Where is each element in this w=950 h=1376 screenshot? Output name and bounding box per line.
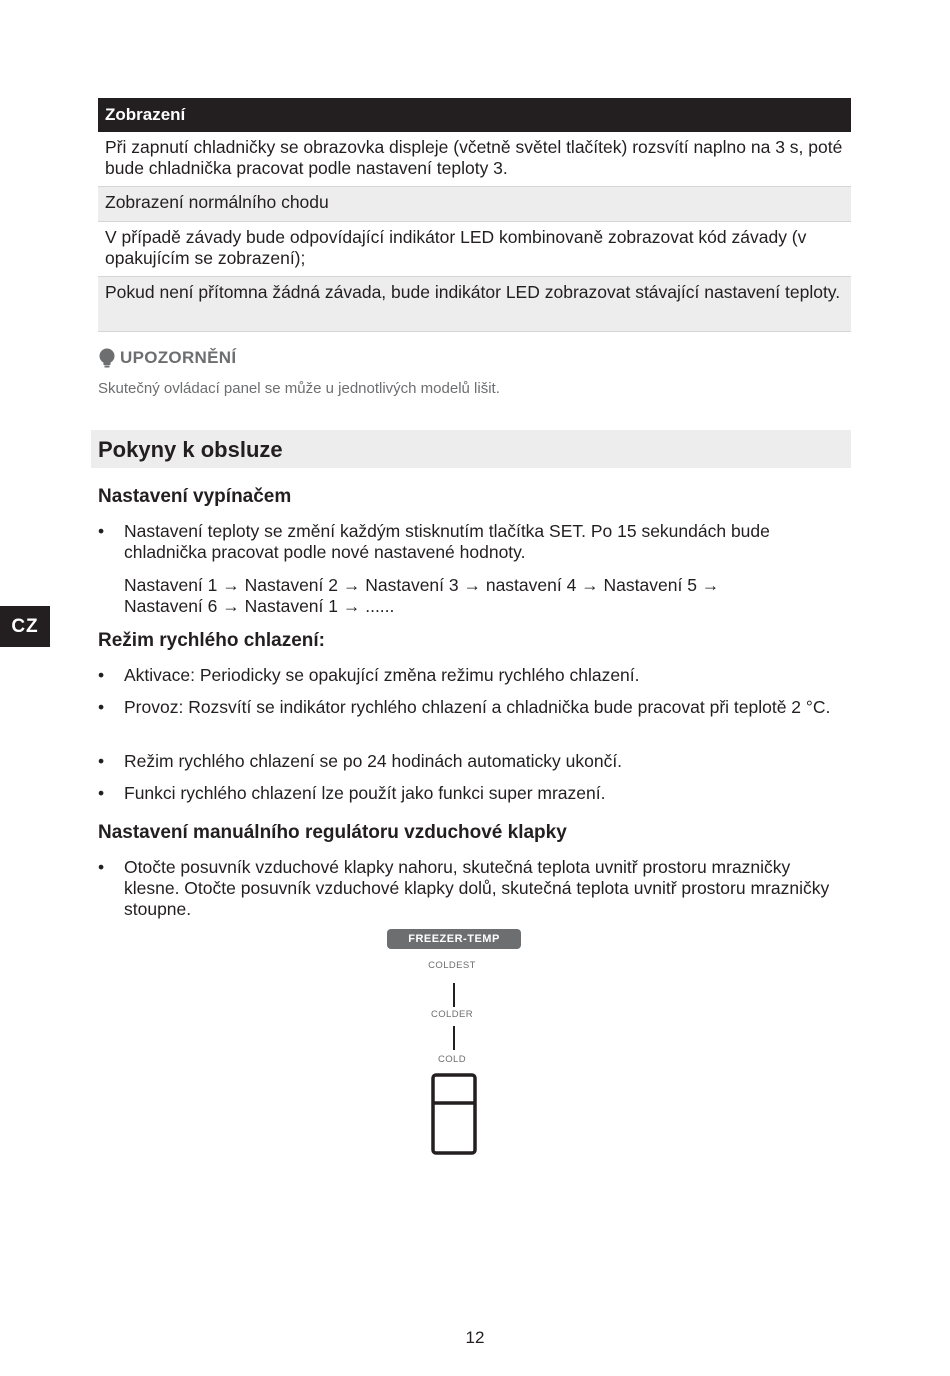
scale-label-colder: COLDER bbox=[431, 1009, 473, 1020]
bullet-text: Režim rychlého chlazení se po 24 hodinách automaticky ukončí. bbox=[124, 751, 623, 771]
bullet-dot: • bbox=[98, 521, 105, 541]
bullet-dot: • bbox=[98, 857, 105, 877]
freezer-temp-label: FREEZER-TEMP bbox=[387, 929, 521, 949]
switch-setting-heading: Nastavení vypínačem bbox=[98, 486, 292, 507]
bullet-text: Otočte posuvník vzduchové klapky nahoru, skutečná teplota uvnitř prostoru mrazničky klesne. Otočte posuvník vzduchové klapky dolů, skutečná teplota uvnitř prostoru mrazničky stoupne. bbox=[124, 857, 830, 919]
setting-sequence: Nastavení 1 → Nastavení 2 → Nastavení 3 → nastavení 4 → Nastavení 5 → Nastavení 6 → Nastavení 1 → ...... bbox=[124, 575, 720, 616]
scale-label-cold: COLD bbox=[438, 1054, 466, 1065]
scale-line bbox=[453, 983, 455, 1007]
table-header: Zobrazení bbox=[98, 98, 851, 132]
list-item bbox=[98, 521, 838, 563]
fridge-icon bbox=[431, 1073, 477, 1155]
section-title: Pokyny k obsluze bbox=[98, 437, 283, 462]
list-item bbox=[98, 697, 838, 718]
bullet-dot: • bbox=[98, 697, 105, 717]
bullet-dot: • bbox=[98, 783, 105, 803]
scale-line bbox=[453, 1026, 455, 1050]
display-table bbox=[98, 98, 851, 332]
list-item bbox=[98, 665, 838, 686]
list-item bbox=[98, 857, 838, 920]
bullet-dot: • bbox=[98, 665, 105, 685]
list-item bbox=[98, 751, 838, 772]
bullet-dot: • bbox=[98, 751, 105, 771]
note-title-text: UPOZORNĚNÍ bbox=[120, 348, 237, 367]
table-row: Pokud není přítomna žádná závada, bude indikátor LED zobrazovat stávající nastavení teploty. bbox=[98, 277, 851, 332]
table-row: V případě závady bude odpovídající indikátor LED kombinovaně zobrazovat kód závady (v opakujícím se zobrazení); bbox=[98, 222, 851, 277]
scale-label-coldest: COLDEST bbox=[428, 960, 476, 971]
manual-damper-heading: Nastavení manuálního regulátoru vzduchové klapky bbox=[98, 822, 567, 843]
table-row: Zobrazení normálního chodu bbox=[98, 187, 851, 222]
bullet-text: Nastavení teploty se změní každým stisknutím tlačítka SET. Po 15 sekundách bude chladnička pracovat podle nové nastavené hodnoty. bbox=[124, 521, 770, 562]
fast-cooling-heading: Režim rychlého chlazení: bbox=[98, 630, 326, 651]
language-tab: CZ bbox=[0, 606, 50, 647]
bullet-text: Aktivace: Periodicky se opakující změna režimu rychlého chlazení. bbox=[124, 665, 640, 685]
bullet-text: Funkci rychlého chlazení lze použít jako funkci super mrazení. bbox=[124, 783, 606, 803]
note-title bbox=[98, 348, 236, 368]
list-item bbox=[98, 783, 838, 804]
table-row: Při zapnutí chladničky se obrazovka displeje (včetně světel tlačítek) rozsvítí naplno na 3 s, poté bude chladnička pracovat podle nastavení teploty 3. bbox=[98, 132, 851, 187]
page-number: 12 bbox=[465, 1328, 485, 1347]
note-text: Skutečný ovládací panel se může u jednotlivých modelů lišit. bbox=[98, 380, 500, 397]
lightbulb-icon bbox=[98, 348, 116, 368]
bullet-text: Provoz: Rozsvítí se indikátor rychlého chlazení a chladnička bude pracovat při teplotě 2 °C. bbox=[124, 697, 831, 717]
